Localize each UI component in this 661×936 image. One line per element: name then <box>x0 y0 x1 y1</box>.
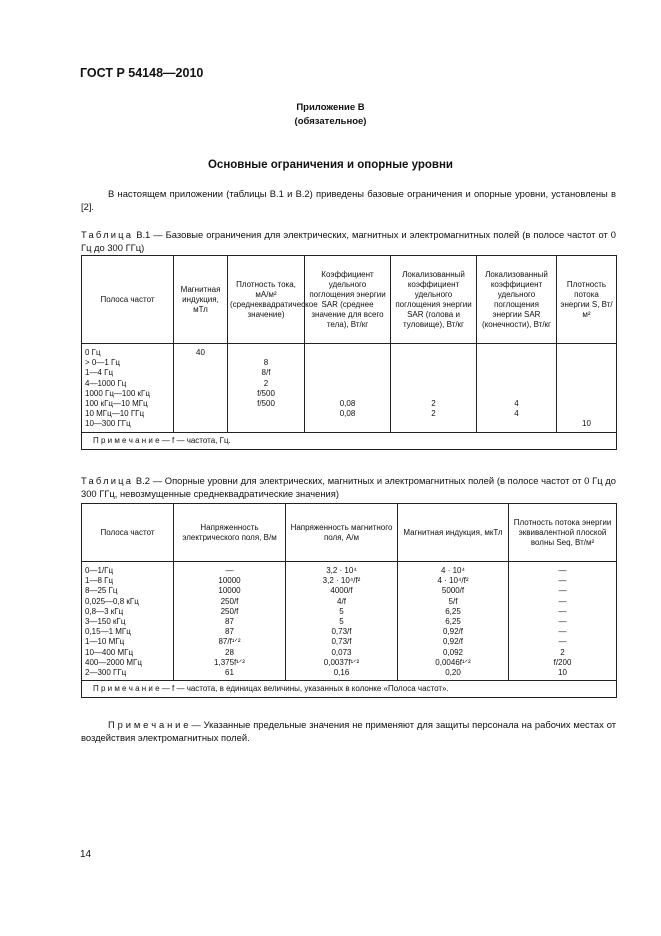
table-b2-column-power-density <box>509 562 617 681</box>
table-cell <box>480 348 553 358</box>
table-cell <box>394 419 473 429</box>
table-cell <box>560 368 613 378</box>
table-cell: 61 <box>225 668 234 678</box>
table-cell: 5000/f <box>441 586 465 596</box>
table-cell: 4 · 10⁴ <box>441 566 465 575</box>
table-b1-column-current-density <box>228 344 305 433</box>
table-cell <box>308 389 387 399</box>
table-b1-header: Коэффициент удельного поглощения энергии SAR (среднее значение для всего тела), Вт/кг <box>305 256 391 344</box>
table-cell <box>480 389 553 399</box>
table-b1-header: Магнитная индукция, мТл <box>174 256 228 344</box>
table-cell <box>480 419 553 429</box>
table-cell <box>308 358 387 368</box>
table-cell: 40 <box>196 348 205 357</box>
table-cell: 4 <box>514 399 519 409</box>
table-cell: 1—10 МГц <box>85 637 125 647</box>
table-cell <box>560 379 613 389</box>
table-cell: f/500 <box>257 388 275 398</box>
table-cell: 87/f¹ᐟ² <box>218 637 241 647</box>
table-b1-body <box>82 344 617 433</box>
table-cell <box>308 419 387 429</box>
table-cell <box>177 368 224 378</box>
table-cell <box>560 409 613 419</box>
table-cell: — <box>558 637 567 647</box>
table-cell: 0,0037f¹ᐟ² <box>323 657 360 667</box>
table-cell: 0 Гц <box>85 348 101 357</box>
table-cell: 6,25 <box>445 617 461 627</box>
table2-caption-word: Таблица <box>81 475 134 486</box>
appendix-subtitle: (обязательное) <box>294 116 367 127</box>
table-b1-note-row <box>82 432 617 449</box>
table-cell: 250/f <box>220 596 239 606</box>
table-cell: 0,0046f¹ᐟ² <box>435 657 471 667</box>
table-cell: 3,2 · 10⁴/f² <box>322 576 361 586</box>
table-cell: 0,8—3 кГц <box>85 606 124 616</box>
table-b2-header: Полоса частот <box>82 504 174 562</box>
table-cell: 10000 <box>218 586 241 596</box>
table-b1-header-row <box>82 256 617 344</box>
table-cell <box>560 358 613 368</box>
table-cell: 250/f <box>220 606 239 616</box>
table-b2-note-row <box>82 681 617 698</box>
table-cell <box>231 348 301 358</box>
table-cell <box>560 389 613 399</box>
table-cell: 4 <box>514 409 519 419</box>
table-cell: 0,92/f <box>442 637 463 647</box>
table-b1-header: Локализованный коэффициент удельного поглощения энергии SAR (голова и туловище), Вт/кг <box>391 256 477 344</box>
section-title: Основные ограничения и опорные уровни <box>207 159 453 171</box>
table-b1-header: Полоса частот <box>82 256 174 344</box>
table-cell: — <box>558 606 567 616</box>
table-b1-column-frequency <box>82 344 174 433</box>
table-cell: 87 <box>225 627 234 637</box>
table-b2-note: П р и м е ч а н и е — f — частота, в единицах величины, указанных в колонке «Полоса частот». <box>82 681 617 698</box>
table-cell: 0,73/f <box>331 637 352 647</box>
table-cell: — <box>558 576 567 586</box>
table-cell: 0,20 <box>445 668 461 678</box>
table-cell: 5 <box>339 606 344 616</box>
table-b2-header: Напряженность магнитного поля, А/м <box>286 504 398 562</box>
table-cell: 2 <box>560 647 565 657</box>
table-b1-column-sar-head <box>391 344 477 433</box>
table-cell <box>177 399 224 409</box>
table-b1-header: Плотность тока, мА/м² (среднеквадратическое значение) <box>228 256 305 344</box>
table-b2-header: Плотность потока энергии эквивалентной плоской волны Seq, Вт/м² <box>509 504 617 562</box>
table-cell: f/200 <box>553 657 572 667</box>
document-header: ГОСТ Р 54148—2010 <box>80 66 204 80</box>
table-b1-column-induction <box>174 344 228 433</box>
table-cell <box>231 419 301 429</box>
table-cell <box>480 368 553 378</box>
table-cell: 3,2 · 10⁴ <box>326 566 357 575</box>
table-b1-column-sar-limbs <box>477 344 557 433</box>
table-cell: 4000/f <box>330 586 353 596</box>
table-b1-note: П р и м е ч а н и е — f — частота, Гц. <box>82 432 617 449</box>
table-cell: f/500 <box>257 399 275 409</box>
table-cell: 10000 <box>218 576 241 586</box>
table-cell: — <box>558 596 567 606</box>
table-cell: 4 · 10⁴/f² <box>437 576 469 586</box>
table-cell: — <box>558 566 567 575</box>
table-cell: 100 кГц—10 МГц <box>85 399 148 409</box>
table2-caption-text: В.2 — Опорные уровни для электрических, магнитных и электромагнитных полей (в полосе частот от 0 Гц до 300 ГГц, невозмущенные среднеквадратические значения) <box>81 475 616 499</box>
final-note: П р и м е ч а н и е — Указанные предельные значения не применяют для защиты персонала на рабочих местах от воздействия электромагнитных полей. <box>81 719 616 743</box>
table-cell <box>394 389 473 399</box>
table-cell: 2 <box>263 378 269 388</box>
table-cell: 4/f <box>337 596 346 606</box>
table-cell: 0,092 <box>442 647 464 657</box>
table-cell: 5 <box>339 617 344 627</box>
table-cell <box>177 358 224 368</box>
table-cell: 8 <box>263 358 269 368</box>
table-cell: 0,16 <box>333 668 350 678</box>
table-cell: 3—150 кГц <box>85 617 126 627</box>
table-cell: — <box>558 586 567 596</box>
table-cell: 1—8 Гц <box>85 576 114 586</box>
table-cell <box>308 368 387 378</box>
table-cell: 10 <box>558 668 567 678</box>
table-cell: 10—300 ГГц <box>85 419 131 429</box>
table-b1-column-power-density <box>557 344 617 433</box>
table-cell: 1000 Гц—100 кГц <box>85 388 150 398</box>
table-cell: — <box>225 566 234 575</box>
table-cell <box>177 379 224 389</box>
table1-caption-text: В.1 — Базовые ограничения для электрических, магнитных и электромагнитных полей (в полосе частот от 0 Гц до 300 ГГц) <box>81 229 616 253</box>
table-cell: 0,025—0,8 кГц <box>85 596 139 606</box>
table-cell: > 0—1 Гц <box>85 358 120 368</box>
table1-caption <box>81 228 616 254</box>
page-number: 14 <box>80 849 92 860</box>
table-cell <box>480 358 553 368</box>
table-cell: 4—1000 Гц <box>85 378 127 388</box>
table-cell <box>177 409 224 419</box>
table-b1-header: Плотность потока энергии S, Вт/м² <box>557 256 617 344</box>
table-b1-column-sar-body <box>305 344 391 433</box>
table-cell: 0,92/f <box>442 627 463 637</box>
table-cell <box>177 419 224 429</box>
table-cell: 5/f <box>448 596 458 606</box>
table-cell: 400—2000 МГц <box>85 657 142 667</box>
table-b2 <box>81 503 617 698</box>
table-b2-body <box>82 562 617 681</box>
table-cell <box>308 379 387 389</box>
table-cell: 1—4 Гц <box>85 368 114 378</box>
table-cell: 10 МГц—10 ГГц <box>85 409 145 419</box>
table-cell <box>177 389 224 399</box>
table1-caption-word: Таблица <box>81 229 134 240</box>
table-cell: 0,73/f <box>331 627 352 637</box>
table-cell <box>394 358 473 368</box>
table-cell: 10 <box>582 419 591 429</box>
table-cell: 6,25 <box>445 606 461 616</box>
table-b2-header: Магнитная индукция, мкТл <box>398 504 509 562</box>
table-cell: 0,073 <box>331 647 352 657</box>
table-b1-header: Локализованный коэффициент удельного поглощения энергии SAR (конечности), Вт/кг <box>477 256 557 344</box>
table-cell: 2 <box>431 409 436 419</box>
table-b2-column-magnetic-induction <box>398 562 509 681</box>
table-cell: 8/f <box>261 368 271 378</box>
table-cell <box>394 348 473 358</box>
intro-paragraph: В настоящем приложении (таблицы В.1 и В.2) приведены базовые ограничения и опорные уровни, установлены в [2]. <box>81 188 616 212</box>
table-cell: 0,15—1 МГц <box>85 627 131 637</box>
table-cell <box>560 348 613 358</box>
table-cell: — <box>558 617 567 627</box>
table-cell: 28 <box>225 647 234 657</box>
table-cell: 1,375f¹ᐟ² <box>214 657 245 667</box>
table-cell: 10—400 МГц <box>85 647 134 657</box>
table-cell <box>231 409 301 419</box>
table-cell <box>560 399 613 409</box>
table-cell: 2 <box>431 399 436 409</box>
table-cell: 8—25 Гц <box>85 586 118 596</box>
table-cell: 0—1/Гц <box>85 566 114 575</box>
table-cell: 2—300 ГГц <box>85 668 127 678</box>
table-cell <box>480 379 553 389</box>
table-cell: — <box>558 627 567 637</box>
table-b1 <box>81 255 617 450</box>
table-cell <box>394 368 473 378</box>
table-b2-header-row <box>82 504 617 562</box>
table-cell: 87 <box>225 617 234 627</box>
table-cell: 0,08 <box>339 399 356 409</box>
table-b2-column-frequency <box>82 562 174 681</box>
table-cell: 0,08 <box>339 409 356 419</box>
table-cell <box>308 348 387 358</box>
table-b2-header: Напряженность электрического поля, В/м <box>174 504 286 562</box>
table-b2-column-electric-field <box>174 562 286 681</box>
appendix-title: Приложение В <box>296 102 365 113</box>
table2-caption <box>81 474 616 500</box>
table-cell <box>394 379 473 389</box>
table-b2-column-magnetic-field <box>286 562 398 681</box>
